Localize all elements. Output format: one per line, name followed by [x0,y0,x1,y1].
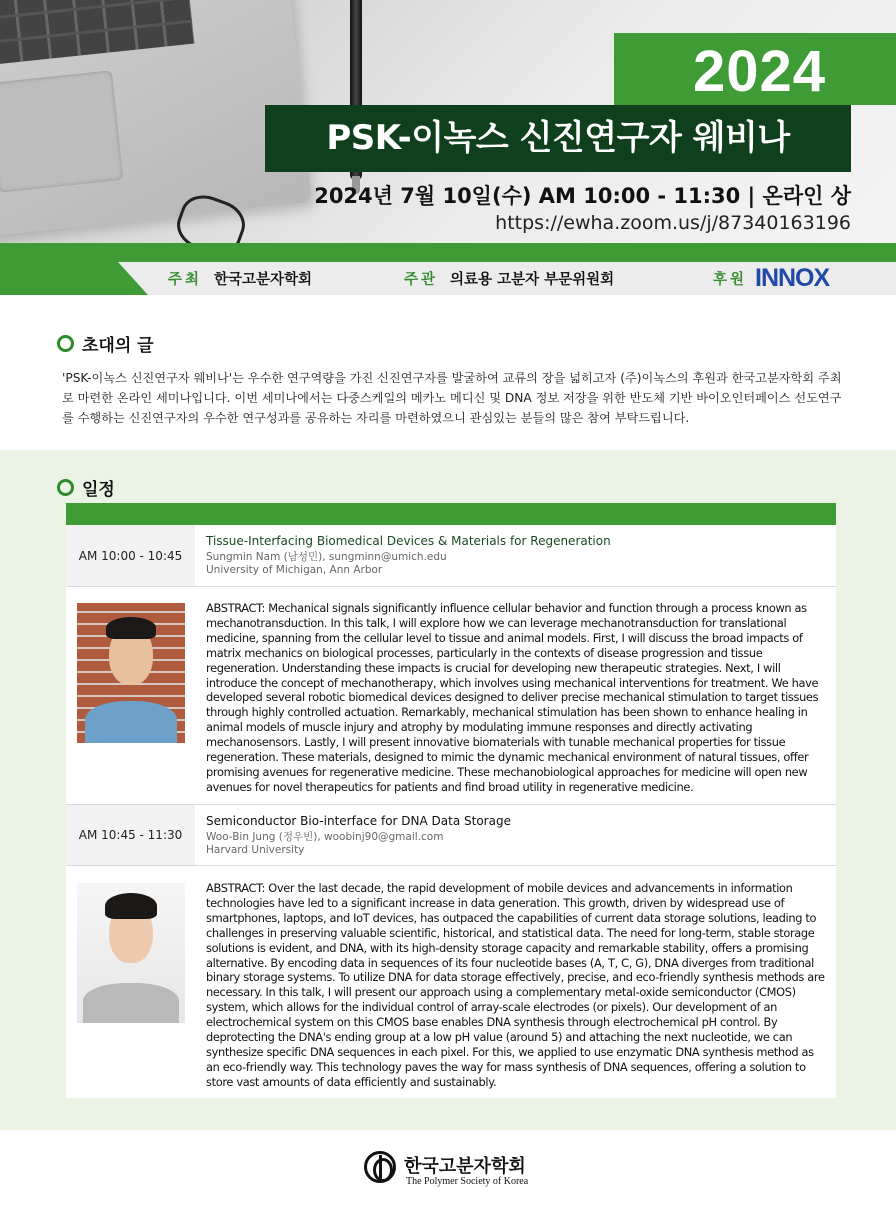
hero-banner [0,0,896,243]
manager [404,268,614,289]
zoom-link[interactable]: https://ewha.zoom.us/j/87340163196 [495,212,851,234]
row-divider [66,865,836,866]
talk-affiliation: Harvard University [206,844,305,856]
photo-hair [106,617,156,639]
intro-heading [57,331,154,356]
table-row [66,805,836,865]
circle-bullet-icon [57,479,74,496]
photo-shirt [83,983,179,1023]
intro-text: 'PSK-이녹스 신진연구자 웨비나'는 우수한 연구역량을 가진 신진연구자를 발굴하여 교류의 장을 넓히고자 (주)이녹스의 후원과 한국고분자학회 주최로 마련한 온라인 세미나입니다. 이번 세미나에서는 다중스케일의 메카노 메디신 및 DNA 정보 저장을 위한 반도체 기반 바이오인터페이스 선도연구를 수행하는 신진연구자의 우수한 연구성과를 공유하는 자리를 마련하였으니 관심있는 분들의 많은 참여 부탁드립니다. [62,371,842,425]
talk-speaker: Woo-Bin Jung (정우빈), woobinj90@gmail.com [206,831,444,843]
polymer-society-logo-icon [364,1151,396,1183]
photo-shirt [85,701,177,743]
logo-inner-ring [373,1158,393,1182]
sponsor-label: 후원 [713,272,748,288]
organizer-name: 한국고분자학회 [214,272,313,288]
trackpad-image [0,70,123,192]
talk-abstract: ABSTRACT: Over the last decade, the rapid development of mobile devices and advancements in information technologies have led to a significant increase in data generation. This growth, driven by widespread use of smartphones, laptops, and IoT devices, has outpaced the capabilities of current data storage solutions, leading to challenges in preserving valuable scientific, historical, and statistical data. The need for long-term, stable storage solutions is evident, and DNA, with its high-density storage capacity and remarkable stability, offers a promising alternative. By encoding data in sequences of its four nucleotide bases (A, T, C, G), DNA diverges from traditional binary storage systems. To utilize DNA for data storage effectively, precise, and eco-friendly synthesis methods are necessary. In this talk, I will present our approach using a complementary metal-oxide semiconductor (CMOS) system, which allows for the individual control of array-scale electrodes (or pixels). Our development of an electrochemical system on this CMOS base enables DNA synthesis through electrochemical pH control. By deprotecting the DNA's ending group at a low pH value (around 5) and attaching the next nucleotide, we can synthesize specific DNA sequences in each pixel. For this, we applied to use enzymatic DNA synthesis method as an eco-friendly way. This technology paves the way for mass synthesis of DNA sequences, offering a solution to store vast amounts of data efficiently and sustainably. [206,881,825,1089]
photo-hair [105,893,157,919]
event-date: 2024년 7월 10일(수) AM 10:00 - 11:30 | 온라인 상 [314,184,851,208]
logo-bar [379,1155,382,1179]
talk-title: Semiconductor Bio-interface for DNA Data Storage [206,814,511,828]
table-row [66,525,836,586]
talk-title: Tissue-Interfacing Biomedical Devices & Materials for Regeneration [206,534,611,548]
row-divider [66,586,836,587]
circle-bullet-icon [57,335,74,352]
event-title: PSK-이녹스 신진연구자 웨비나 [326,118,790,158]
talk-affiliation: University of Michigan, Ann Arbor [206,564,383,576]
talk-speaker: Sungmin Nam (남성민), sungminn@umich.edu [206,551,447,563]
sponsor [713,268,759,289]
speaker-photo [77,603,185,743]
keyboard-image [0,0,194,68]
intro-heading-text: 초대의 글 [82,336,154,356]
speaker-photo [77,883,185,1023]
schedule-heading [57,475,115,500]
organizer [168,268,312,289]
society-name-en: The Polymer Society of Korea [406,1176,529,1187]
manager-label: 주관 [404,272,439,288]
organizer-label: 주최 [168,272,203,288]
schedule-table-header [66,503,836,525]
talk-abstract: ABSTRACT: Mechanical signals significantly influence cellular behavior and function through a process known as mechanotransduction. In this talk, I will explore how we can leverage mechanotransduction for translational medicine, spanning from the cellular level to tissue and animal models. First, I will discuss the broad impacts of matrix mechanics on biological processes, particularly in the contexts of disease progression and tissue regeneration. Understanding these impacts is crucial for developing new therapeutic strategies. Next, I will introduce the concept of mechanotherapy, which involves using mechanical interventions for treatment. We have developed several robotic biomedical devices designed to deliver precise mechanical stimulation to target tissues through highly controlled actuation. Remarkably, mechanical stimulation has been shown to enhance healing in animal models of muscle injury and atrophy by modulating immune responses and directly activating mechanosensors. Lastly, I will present innovative biomaterials with tunable mechanical properties for tissue regeneration. These materials, designed to mimic the dynamic mechanical environment of natural tissues, offer promising avenues for regenerative medicine. These mechanobiological approaches for medicine will open new avenues for novel therapeutics for patients and find broad utility in regenerative medicine. [206,601,819,794]
society-name-ko: 한국고분자학회 [404,1156,526,1177]
talk-time: AM 10:45 - 11:30 [66,805,195,865]
talk-info [206,534,611,577]
talk-info [206,814,511,857]
innox-logo: INNOX [755,264,830,292]
manager-name: 의료용 고분자 부문위원회 [450,272,615,288]
talk-time: AM 10:00 - 10:45 [66,525,195,586]
schedule-heading-text: 일정 [82,480,115,500]
schedule-table [66,525,836,1098]
event-year: 2024 [692,39,826,104]
